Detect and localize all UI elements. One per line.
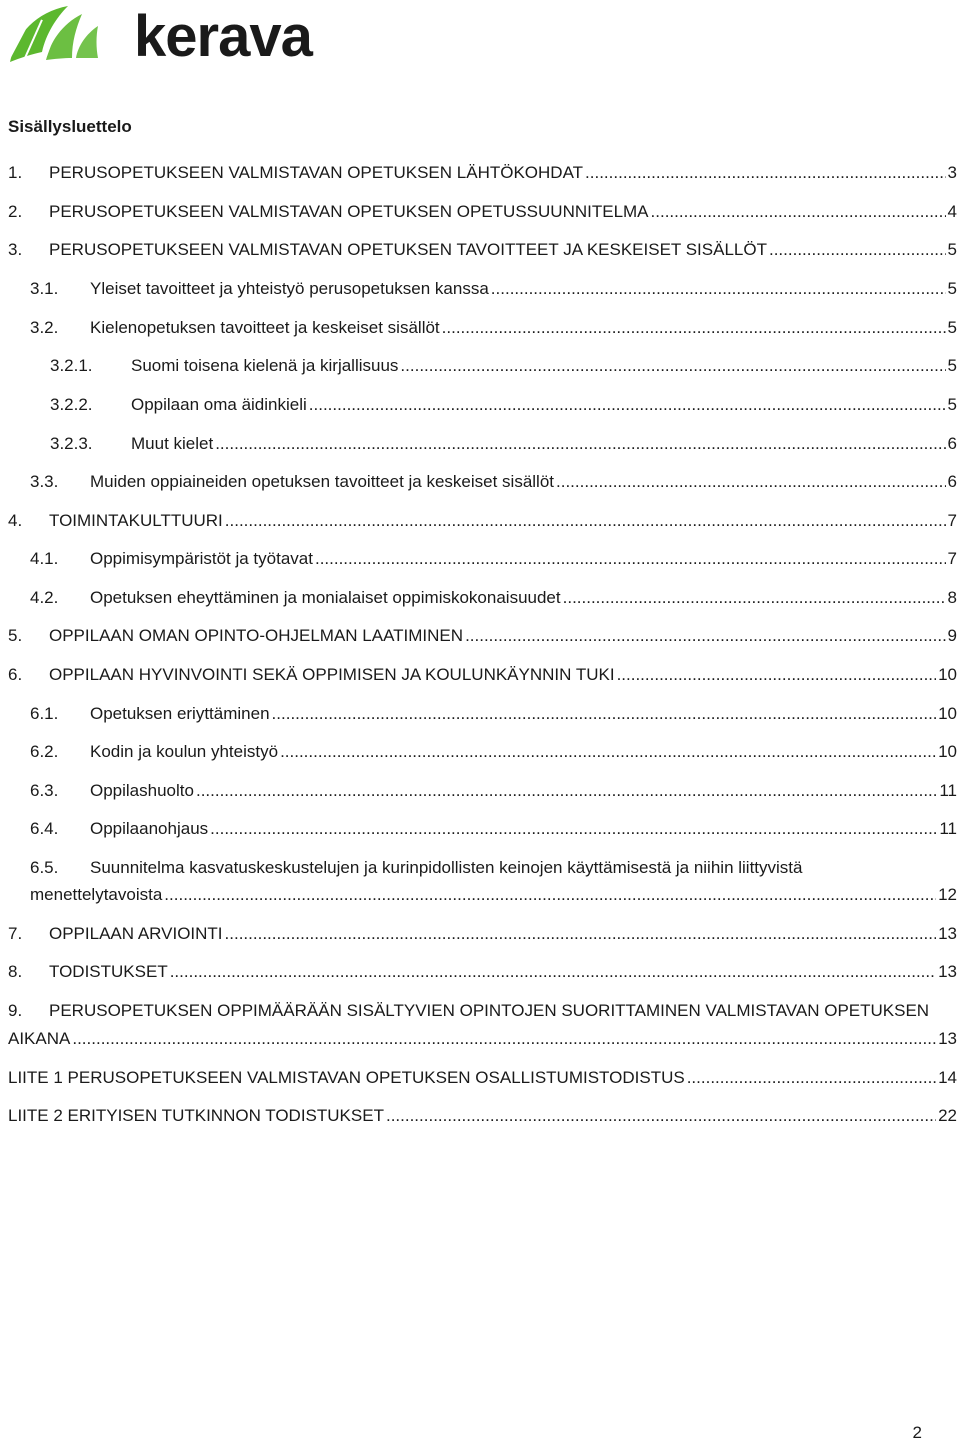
- toc-entry-page: 11: [939, 819, 957, 838]
- toc-entry-appendix[interactable]: [8, 1104, 957, 1128]
- toc-entry[interactable]: [8, 922, 957, 946]
- toc-entry-page: 9: [947, 626, 957, 645]
- toc-entry-page: 14: [938, 1068, 957, 1087]
- toc-entry[interactable]: [50, 393, 957, 417]
- toc-entry[interactable]: [8, 624, 957, 648]
- toc-entry[interactable]: [30, 316, 957, 340]
- toc-entry[interactable]: [30, 547, 957, 571]
- toc-entry-page: 5: [947, 240, 957, 259]
- toc-entry[interactable]: [8, 960, 957, 984]
- toc-entry-title: Suunnitelma kasvatuskeskustelujen ja kurinpidollisten keinojen käyttämisestä ja niihin liittyvistä: [90, 858, 803, 877]
- dot-leader: [491, 277, 946, 301]
- toc-entry[interactable]: [30, 779, 957, 803]
- toc-entry-title: LIITE 1 PERUSOPETUKSEEN VALMISTAVAN OPETUKSEN OSALLISTUMISTODISTUS: [8, 1068, 685, 1087]
- dot-leader: [651, 200, 946, 224]
- toc-entry[interactable]: [8, 161, 957, 185]
- dot-leader: [556, 470, 946, 494]
- dot-leader: [225, 509, 946, 533]
- toc-entry-number: 6.1.: [30, 704, 59, 723]
- toc-entry[interactable]: [30, 702, 957, 726]
- toc-entry-number: 4.2.: [30, 588, 59, 607]
- toc-entry-title: PERUSOPETUKSEN OPPIMÄÄRÄÄN SISÄLTYVIEN OPINTOJEN SUORITTAMINEN VALMISTAVAN OPETUKSEN: [49, 1001, 930, 1020]
- kerava-logo: [6, 4, 386, 66]
- toc-entry[interactable]: [8, 200, 957, 224]
- toc-entry-title: Yleiset tavoitteet ja yhteistyö perusopetuksen kanssa: [90, 279, 489, 298]
- dot-leader: [280, 740, 936, 764]
- toc-entry-page: 13: [938, 1029, 957, 1048]
- toc-entry-number: 3.2.2.: [50, 395, 93, 414]
- toc-entry-page: 8: [947, 588, 957, 607]
- toc-entry-page: 10: [938, 665, 957, 684]
- toc-entry-page: 7: [947, 511, 957, 530]
- toc-entry-continuation[interactable]: [30, 883, 957, 907]
- toc-entry-appendix[interactable]: [8, 1066, 957, 1090]
- dot-leader: [585, 161, 946, 185]
- toc-entry-title: TODISTUKSET: [49, 962, 168, 981]
- toc-entry-title: Kodin ja koulun yhteistyö: [90, 742, 279, 761]
- toc-entry-title: LIITE 2 ERITYISEN TUTKINNON TODISTUKSET: [8, 1106, 384, 1125]
- toc-entry-page: 6: [947, 472, 957, 491]
- toc-entry-page: 12: [938, 885, 957, 904]
- dot-leader: [215, 432, 945, 456]
- dot-leader: [563, 586, 946, 610]
- toc-entry-number: 3.1.: [30, 279, 59, 298]
- toc-entry-title: PERUSOPETUKSEEN VALMISTAVAN OPETUKSEN TAVOITTEET JA KESKEISET SISÄLLÖT: [49, 240, 767, 259]
- dot-leader: [210, 817, 937, 841]
- toc-entry-number: 1.: [8, 163, 23, 182]
- toc-entry-number: 8.: [8, 962, 23, 981]
- toc-title: Sisällysluettelo: [8, 117, 132, 136]
- toc-entry-page: 7: [947, 549, 957, 568]
- toc-entry-number: 6.: [8, 665, 23, 684]
- dot-leader: [465, 624, 945, 648]
- toc-entry-number: 9.: [8, 1001, 23, 1020]
- toc-entry[interactable]: [50, 432, 957, 456]
- dot-leader: [225, 922, 937, 946]
- toc-entry-page: 4: [947, 202, 957, 221]
- toc-entry-number: 5.: [8, 626, 23, 645]
- toc-entry-wrapped[interactable]: [30, 856, 802, 880]
- dot-leader: [196, 779, 937, 803]
- toc-entry-page: 5: [947, 318, 957, 337]
- toc-entry-page: 22: [938, 1106, 957, 1125]
- toc-entry-page: 6: [947, 434, 957, 453]
- toc-entry-page: 11: [939, 781, 957, 800]
- kerava-wordmark: kerava: [134, 4, 312, 66]
- toc-entry-page: 5: [947, 279, 957, 298]
- toc-entry-title-continued: menettelytavoista: [30, 885, 163, 904]
- toc-entry[interactable]: [30, 586, 957, 610]
- toc-entry-title: Oppilaanohjaus: [90, 819, 209, 838]
- toc-entry-title: OPPILAAN OMAN OPINTO-OHJELMAN LAATIMINEN: [49, 626, 464, 645]
- toc-entry[interactable]: [30, 817, 957, 841]
- dot-leader: [442, 316, 946, 340]
- toc-entry-page: 10: [938, 704, 957, 723]
- toc-entry-number: 4.1.: [30, 549, 59, 568]
- toc-entry[interactable]: [8, 238, 957, 262]
- toc-entry-number: 6.3.: [30, 781, 59, 800]
- toc-entry-number: 2.: [8, 202, 23, 221]
- toc-entry[interactable]: [50, 354, 957, 378]
- toc-entry-title: Suomi toisena kielenä ja kirjallisuus: [131, 356, 399, 375]
- toc-entry-title: Kielenopetuksen tavoitteet ja keskeiset sisällöt: [90, 318, 440, 337]
- page-number: 2: [912, 1423, 922, 1442]
- toc-entry-number: 6.5.: [30, 858, 59, 877]
- dot-leader: [617, 663, 937, 687]
- toc-entry-page: 13: [938, 924, 957, 943]
- toc-entry-number: 3.: [8, 240, 23, 259]
- dot-leader: [164, 883, 936, 907]
- dot-leader: [400, 354, 945, 378]
- toc-entry-title: Opetuksen eriyttäminen: [90, 704, 270, 723]
- toc-entry[interactable]: [30, 740, 957, 764]
- dot-leader: [769, 238, 946, 262]
- toc-entry-title: Oppimisympäristöt ja työtavat: [90, 549, 313, 568]
- toc-entry-title-continued: AIKANA: [8, 1029, 71, 1048]
- toc-entry-number: 3.2.1.: [50, 356, 93, 375]
- toc-entry-number: 6.4.: [30, 819, 59, 838]
- toc-entry[interactable]: [30, 470, 957, 494]
- dot-leader: [386, 1104, 936, 1128]
- toc-entry-wrapped[interactable]: [8, 999, 929, 1023]
- kerava-leaf-icon: [7, 6, 98, 62]
- toc-entry-page: 5: [947, 356, 957, 375]
- toc-entry-number: 6.2.: [30, 742, 59, 761]
- toc-entry-page: 13: [938, 962, 957, 981]
- toc-entry[interactable]: [8, 663, 957, 687]
- toc-entry-title: PERUSOPETUKSEEN VALMISTAVAN OPETUKSEN LÄHTÖKOHDAT: [49, 163, 584, 182]
- toc-entry-number: 3.2.3.: [50, 434, 93, 453]
- dot-leader: [272, 702, 937, 726]
- toc-entry-title: Oppilashuolto: [90, 781, 194, 800]
- dot-leader: [687, 1066, 936, 1090]
- toc-entry-number: 4.: [8, 511, 23, 530]
- toc-entry-title: TOIMINTAKULTTUURI: [49, 511, 223, 530]
- toc-entry-number: 3.3.: [30, 472, 59, 491]
- dot-leader: [72, 1027, 936, 1051]
- toc-entry-title: OPPILAAN ARVIOINTI: [49, 924, 223, 943]
- toc-entry-page: 10: [938, 742, 957, 761]
- dot-leader: [309, 393, 946, 417]
- toc-entry-title: Oppilaan oma äidinkieli: [131, 395, 307, 414]
- dot-leader: [315, 547, 946, 571]
- toc-entry-title: Muiden oppiaineiden opetuksen tavoitteet ja keskeiset sisällöt: [90, 472, 555, 491]
- dot-leader: [170, 960, 936, 984]
- toc-entry[interactable]: [8, 509, 957, 533]
- toc-entry[interactable]: [30, 277, 957, 301]
- toc-entry-number: 7.: [8, 924, 23, 943]
- toc-entry-page: 3: [947, 163, 957, 182]
- toc-entry-page: 5: [947, 395, 957, 414]
- toc-entry-number: 3.2.: [30, 318, 59, 337]
- toc-entry-title: Muut kielet: [131, 434, 214, 453]
- toc-entry-continuation[interactable]: [8, 1027, 957, 1051]
- toc-entry-title: Opetuksen eheyttäminen ja monialaiset oppimiskokonaisuudet: [90, 588, 561, 607]
- toc-entry-title: PERUSOPETUKSEEN VALMISTAVAN OPETUKSEN OPETUSSUUNNITELMA: [49, 202, 649, 221]
- toc-entry-title: OPPILAAN HYVINVOINTI SEKÄ OPPIMISEN JA KOULUNKÄYNNIN TUKI: [49, 665, 615, 684]
